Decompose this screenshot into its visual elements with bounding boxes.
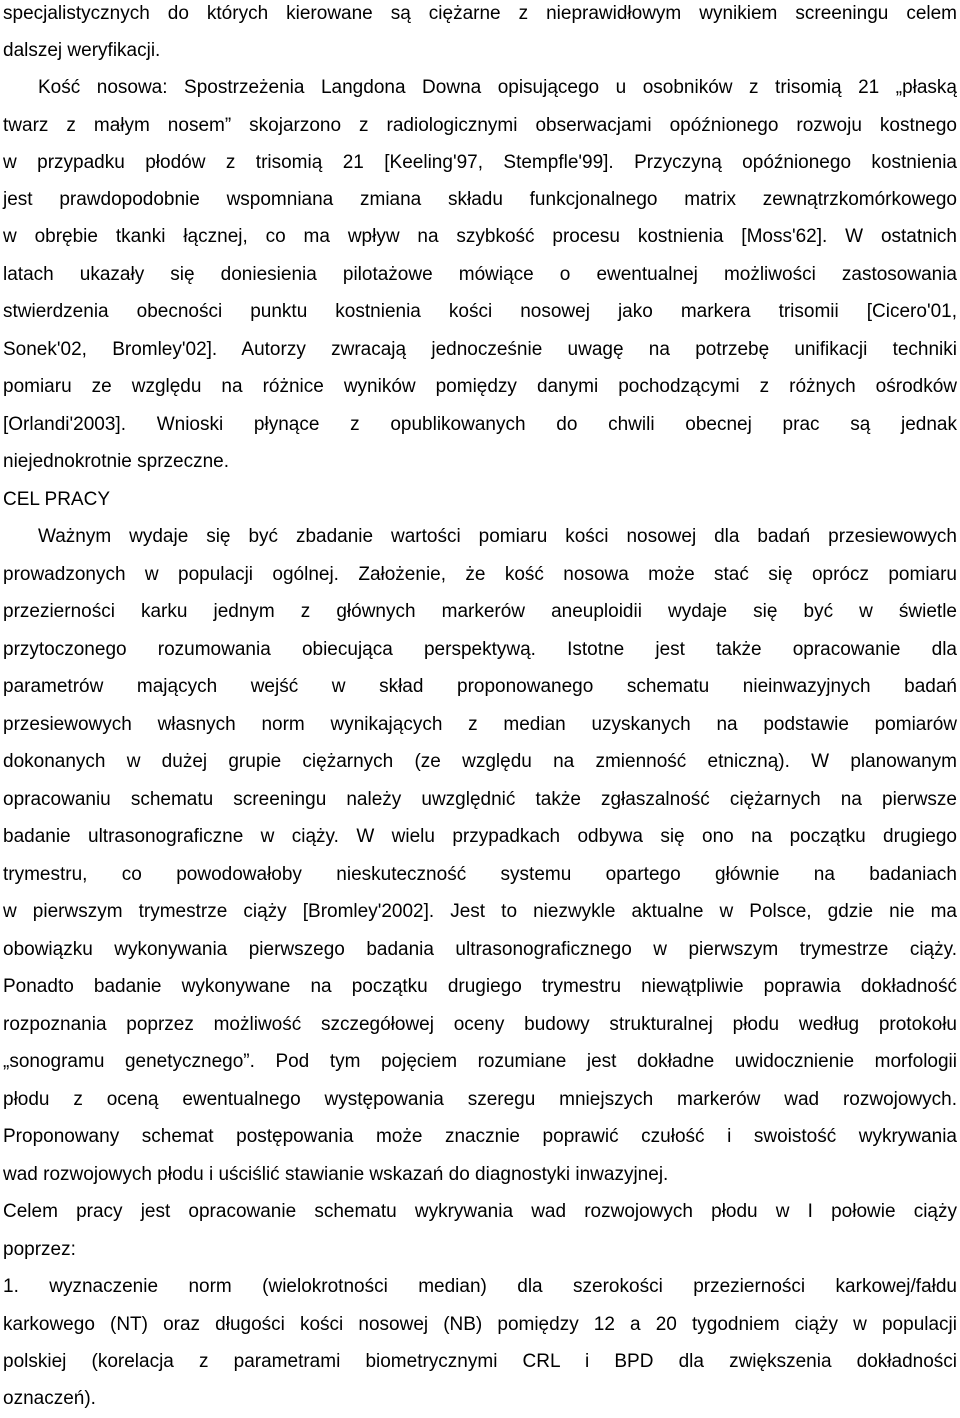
paragraph-line: Sonek'02, Bromley'02]. Autorzy zwracają jednocześnie uwagę na potrzebę unifikacji techniki [3, 339, 957, 360]
paragraph-line: prowadzonych w populacji ogólnej. Założenie, że kość nosowa może stać się oprócz pomiaru [3, 564, 957, 585]
paragraph-line: „sonogramu genetycznego”. Pod tym pojęciem rozumiane jest dokładne uwidocznienie morfologii [3, 1051, 957, 1072]
paragraph-line: obowiązku wykonywania pierwszego badania ultrasonograficznego w pierwszym trymestrze ciąży. [3, 939, 957, 960]
list-item-line: polskiej (korelacja z parametrami biometrycznymi CRL i BPD dla zwiększenia dokładności [3, 1351, 957, 1372]
paragraph-line: dalszej weryfikacji. [3, 40, 161, 61]
paragraph-line: dokonanych w dużej grupie ciężarnych (ze względu na zmienność etniczną). W planowanym [3, 751, 957, 772]
paragraph-line: Ponadto badanie wykonywane na początku drugiego trymestru niewątpliwie poprawia dokładność [3, 976, 957, 997]
paragraph-line: Ważnym wydaje się być zbadanie wartości pomiaru kości nosowej dla badań przesiewowych [38, 526, 957, 547]
paragraph-line: rozpoznania poprzez możliwość szczegółowej oceny budowy strukturalnej płodu według protokołu [3, 1014, 957, 1035]
paragraph-line: jest prawdopodobnie wspomniana zmiana składu funkcjonalnego matrix zewnątrzkomórkowego [3, 189, 957, 210]
paragraph-line: niejednokrotnie sprzeczne. [3, 451, 230, 472]
paragraph-line: parametrów mających wejść w skład proponowanego schematu nieinwazyjnych badań [3, 676, 957, 697]
paragraph-line: płodu z oceną ewentualnego występowania szeregu mniejszych markerów wad rozwojowych. [3, 1089, 957, 1110]
paragraph-line: specjalistycznych do których kierowane są ciężarne z nieprawidłowym wynikiem screeningu celem [3, 3, 957, 24]
paragraph-line: Proponowany schemat postępowania może znacznie poprawić czułość i swoistość wykrywania [3, 1126, 957, 1147]
list-item-line: 1. wyznaczenie norm (wielokrotności median) dla szerokości przezierności karkowej/fałdu [3, 1276, 957, 1297]
paragraph-line: [Orlandi'2003]. Wnioski płynące z opublikowanych do chwili obecnej prac są jednak [3, 414, 957, 435]
paragraph-line: opracowaniu schematu screeningu należy uwzględnić także zgłaszalność ciężarnych na pierwsze [3, 789, 957, 810]
paragraph-line: poprzez: [3, 1239, 76, 1260]
paragraph-line: badanie ultrasonograficzne w ciąży. W wielu przypadkach odbywa się ono na początku drugiego [3, 826, 957, 847]
paragraph-line: przytoczonego rozumowania obiecująca perspektywą. Istotne jest także opracowanie dla [3, 639, 957, 660]
paragraph-line: przesiewowych własnych norm wynikających z median uzyskanych na podstawie pomiarów [3, 714, 957, 735]
paragraph-line: twarz z małym nosem” skojarzono z radiologicznymi obserwacjami opóźnionego rozwoju kostnego [3, 115, 957, 136]
paragraph-line: w przypadku płodów z trisomią 21 [Keeling'97, Stempfle'99]. Przyczyną opóźnionego kostnienia [3, 152, 957, 173]
section-heading: CEL PRACY [3, 489, 110, 510]
paragraph-line: Celem pracy jest opracowanie schematu wykrywania wad rozwojowych płodu w I połowie ciąży [3, 1201, 957, 1222]
list-item-line: oznaczeń). [3, 1388, 96, 1409]
paragraph-line: stwierdzenia obecności punktu kostnienia kości nosowej jako markera trisomii [Cicero'01, [3, 301, 957, 322]
paragraph-line: wad rozwojowych płodu i uściślić stawianie wskazań do diagnostyki inwazyjnej. [3, 1164, 669, 1185]
paragraph-line: pomiaru ze względu na różnice wyników pomiędzy danymi pochodzącymi z różnych ośrodków [3, 376, 957, 397]
paragraph-line: latach ukazały się doniesienia pilotażowe mówiące o ewentualnej możliwości zastosowania [3, 264, 957, 285]
paragraph-line: trymestru, co powodowałoby nieskuteczność systemu opartego głównie na badaniach [3, 864, 957, 885]
paragraph-line: w obrębie tkanki łącznej, co ma wpływ na szybkość procesu kostnienia [Moss'62]. W ostatnich [3, 226, 957, 247]
paragraph-line: przezierności karku jednym z głównych markerów aneuploidii wydaje się być w świetle [3, 601, 957, 622]
list-item-line: karkowego (NT) oraz długości kości nosowej (NB) pomiędzy 12 a 20 tygodniem ciąży w populacji [3, 1314, 957, 1335]
paragraph-line: w pierwszym trymestrze ciąży [Bromley'2002]. Jest to niezwykle aktualne w Polsce, gdzie nie ma [3, 901, 957, 922]
paragraph-line: Kość nosowa: Spostrzeżenia Langdona Downa opisującego u osobników z trisomią 21 „płaską [38, 77, 957, 98]
